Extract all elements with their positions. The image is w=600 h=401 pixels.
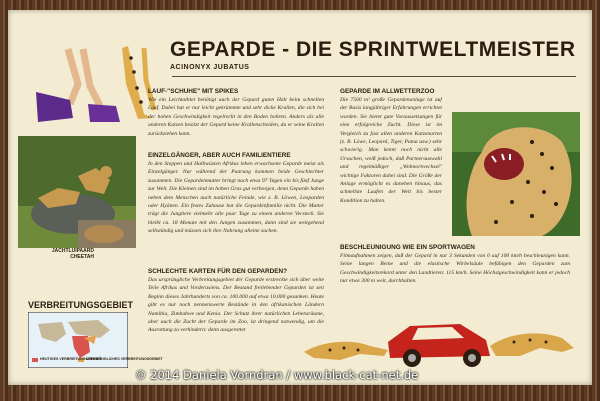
heading-zoo: GEPARDE IM ALLWETTERZOO — [340, 88, 435, 95]
heading-spikes: LAUF-"SCHUHE" MIT SPIKES — [148, 88, 239, 95]
map-title: VERBREITUNGSGEBIET — [28, 300, 134, 310]
running-legs-illustration — [28, 44, 158, 126]
text-spikes: Wie ein Leichtathlet benötigt auch der Gepard guten Halt beim schnellen Lauf. Dabei hat er nur leicht gekrümmte und sehr dicke Krallen, die sich bei der hohen Geschwindigkeit regelrecht in den Boden bohren. Anders als alle anderen Katzen besitzt der Gepard keine Krallenscheiden, da er seine Krallen zurückziehen kann. — [148, 97, 324, 137]
copyright-watermark: © 2014 Daniela Vorndran / www.black-cat-net.de — [135, 368, 419, 382]
heading-acceleration: BESCHLEUNIGUNG WIE EIN SPORTWAGEN — [340, 244, 475, 251]
sign-title: GEPARDE - DIE SPRINTWELTMEISTER — [170, 38, 576, 61]
yawning-cheetah-photo — [452, 112, 580, 236]
title-divider — [172, 76, 576, 77]
heading-loners: EINZELGÄNGER, ABER AUCH FAMILIENTIERE — [148, 152, 291, 159]
text-loners: In den Steppen und Halbwüsten Afrikas leben erwachsene Geparde meist als Einzelgänger. Nur während der Paarung kommen beide Geschlechter zusammen. Die Gepardenmutter bringt nach etwa 97 Tagen ein bis fünf Junge zur Welt. Die Kleinen sind im hohen Gras gut verborgen, denn Geparde haben neben dem Menschen auch natürliche Feinde, wie z. B. Löwen, Leoparden oder Hyänen. Ein festes Zuhause hat die Gepardenfamilie nicht. Die Mutter trägt die Jungtiere vielmehr alle paar Tage zu einem anderen Versteck. Sie bleibt ca. 18 Monate mit den Jungen zusammen, dann sind sie weitgehend selbständig und müssen sich ihre Nahrung alleine suchen. — [148, 161, 324, 235]
car-and-cheetah-illustration — [300, 312, 580, 374]
text-acceleration: Filmaufnahmen zeigen, daß der Gepard in nur 3 Sekunden von 0 auf 100 km/h beschleunigen kann. Seine langen Beine und die elastische Wirbelsäule befähigen den Geparden zum Geschwindigkeitsrekord unter den Landtieren: 115 km/h. Seine Höchstgeschwindigkeit kann er jedoch nur etwa 300 m weit, durchhalten. — [340, 253, 570, 285]
photo-caption: JACHTLUIPAARD CHEETAH — [51, 248, 94, 260]
text-bad-cards: Das ursprüngliche Verbreitungsgebiet der Geparde erstreckte sich über weite Teile Afrikas und Vorderasiens. Der Bestand freilebender Geparden ist seit Beginn dieses Jahrhunderts von ca. 100.000 auf etwa 10.000 gesunken. Heute gibt es nur noch nennenswerte Bestände in den afrikanischen Ländern Namibia, Zimbabwe und Kenia. Der Schutz ihrer natürlichen Lebensräume, aber auch die Zucht der Geparde im Zoo, ist dringend notwendig, um die Ausrottung zu verhindern: denn ausgerottet — [148, 277, 324, 334]
map-legend-current: HEUTIGES VERBREITUNGSGEBIET — [40, 357, 102, 361]
heading-bad-cards: SCHLECHTE KARTEN FÜR DEN GEPARDEN? — [148, 268, 288, 275]
map-legend-original: URSPRÜNGLICHES VERBREITUNGSGEBIET — [86, 357, 163, 361]
cheetahs-on-rock-photo — [18, 136, 136, 248]
text-zoo: Die 7500 m² große Gepardenanlage ist auf der Basis langjähriger Erfahrungen errichtet worden. Sie bietet gute Voraussetzungen für eine erfolgreiche Zucht. Diese ist im Vergleich zu fast allen anderen Katzenarten (z. B. Löwe, Leopard, Tiger, Puma usw.) sehr schwierig. Man kennt noch nicht alle Ursachen, weiß jedoch, daß Partnerauswahl und regelmäßiger „Wohnortwechsel" wichtige Faktoren dabei sind. Die Größe der Anlage ermöglicht es daneben hinaus, das schnellste Laufen der Welt bis bester Kondition zu halten. — [340, 97, 442, 204]
sign-subtitle: ACINONYX JUBATUS — [170, 64, 250, 71]
